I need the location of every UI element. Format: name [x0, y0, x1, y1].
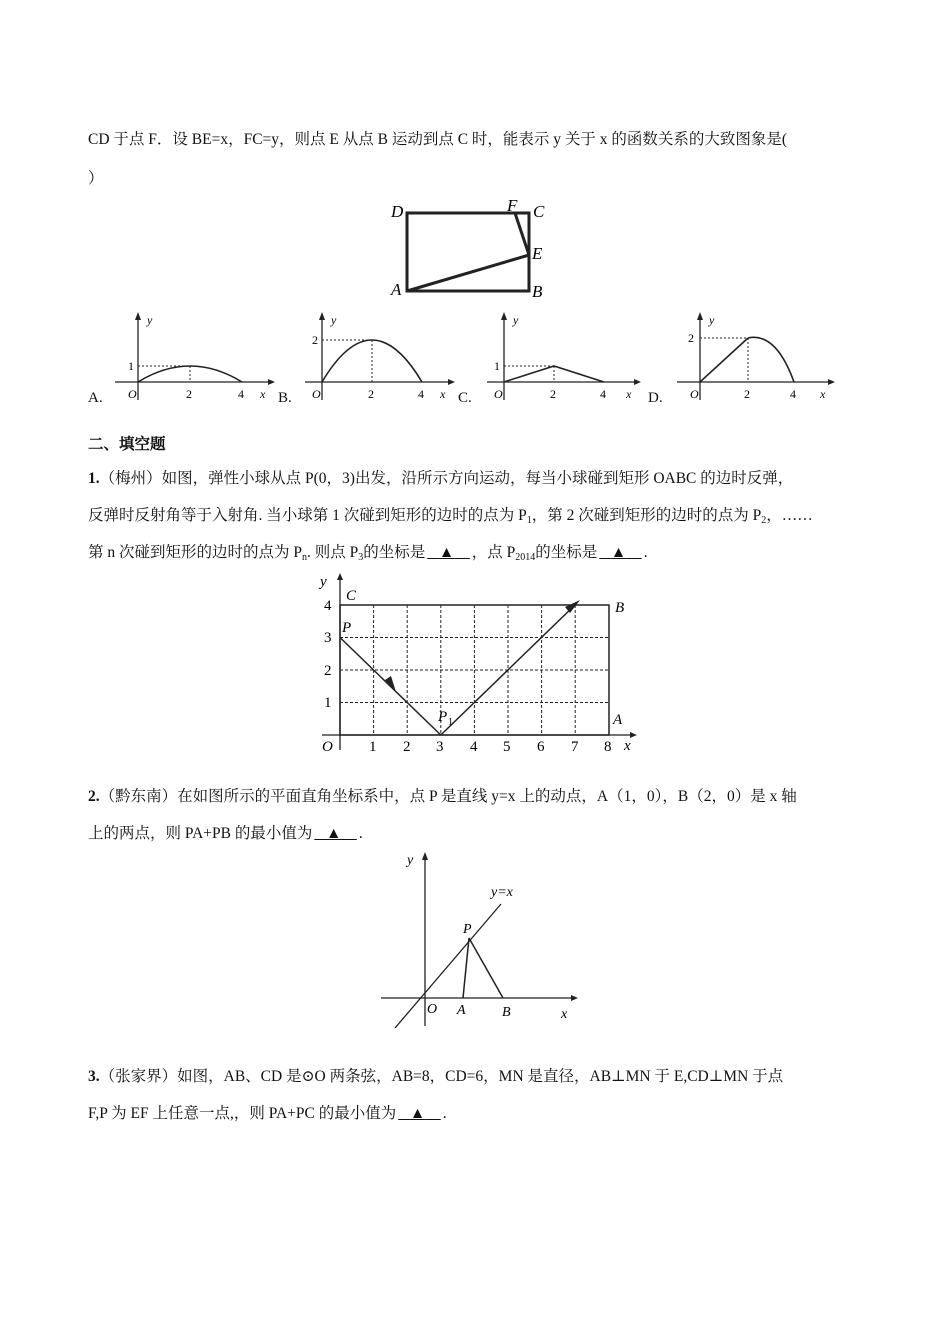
axis-y: y [331, 313, 337, 327]
axis-x: x [260, 387, 266, 401]
tick-4: 4 [418, 387, 424, 401]
q3-blank[interactable]: ▲ [409, 1105, 426, 1122]
grid-origin: O [322, 739, 333, 755]
label-a: A [391, 280, 402, 299]
q1-blank-1[interactable]: ▲ [438, 544, 455, 561]
peak-label: 1 [128, 359, 134, 373]
origin: O [690, 387, 699, 401]
tick-4: 4 [600, 387, 606, 401]
q3-line-1: 3.（张家界）如图，AB、CD 是⊙O 两条弦，AB=8，CD=6，MN 是直径，AB⊥MN 于 E,CD⊥MN 于点 [88, 1068, 784, 1085]
option-c-label: C. [458, 390, 472, 406]
axis-y: y [709, 313, 715, 327]
yx-label-b: B [502, 1005, 511, 1020]
grid-y-tick-4: 4 [324, 598, 332, 614]
grid-x-tick-3: 3 [436, 739, 444, 755]
q1-blank-2[interactable]: ▲ [610, 544, 627, 561]
q3-line-2: F,P 为 EF 上任意一点,，则 PA+PC 的最小值为 ▲ . [88, 1105, 447, 1122]
q1-line-3: 第 n 次碰到矩形的边时的点为 $P_n$. 则点 $P_3$的坐标是 ▲ ，点 $P_{2014}$的坐标是 ▲ . [88, 544, 648, 563]
grid-x-tick-5: 5 [503, 739, 511, 755]
axis-x: x [820, 387, 826, 401]
q1-line-2: 反弹时反射角等于入射角. 当小球第 1 次碰到矩形的边时的点为 $P_1$，第 2 次碰到矩形的边时的点为 $P_2$，…… [88, 507, 813, 526]
origin: O [128, 387, 137, 401]
yx-label-p: P [463, 922, 472, 937]
option-a-graph [110, 310, 275, 405]
grid-x-tick-7: 7 [571, 739, 579, 755]
peak-label: 2 [312, 333, 318, 347]
grid-label-b: B [615, 600, 625, 616]
grid-x-tick-4: 4 [470, 739, 478, 755]
grid-y-tick-1: 1 [324, 695, 332, 711]
axis-y: y [513, 313, 519, 327]
q2-blank[interactable]: ▲ [325, 825, 342, 842]
section-title: 二、填空题 [88, 436, 166, 453]
intro-line-2: ） [88, 170, 104, 187]
label-c: C [533, 202, 545, 221]
tick-4: 4 [790, 387, 796, 401]
axis-y: y [147, 313, 153, 327]
grid-label-p: P [342, 620, 352, 636]
q2-line-2: 上的两点，则 PA+PB 的最小值为 ▲ . [88, 825, 363, 842]
yx-label-a: A [457, 1003, 466, 1018]
q1-line-1: 1.（梅州）如图，弹性小球从点 P(0，3)出发，沿所示方向运动，每当小球碰到矩形 OABC 的边时反弹， [88, 470, 794, 487]
option-b-graph [300, 310, 455, 405]
grid-x-label: x [624, 738, 631, 754]
option-a-label: A. [88, 390, 103, 406]
label-b: B [532, 282, 543, 301]
option-c-graph [482, 310, 642, 405]
line-yx-figure [375, 848, 585, 1028]
option-d-graph [672, 310, 837, 405]
origin: O [312, 387, 321, 401]
intro-line-1: CD 于点 F．设 BE=x，FC=y，则点 E 从点 B 运动到点 C 时，能表示 y 关于 x 的函数关系的大致图象是( [88, 131, 788, 148]
peak-label: 2 [688, 331, 694, 345]
peak-label: 1 [494, 359, 500, 373]
grid-x-tick-2: 2 [403, 739, 411, 755]
grid-label-c: C [346, 588, 357, 604]
option-d-label: D. [648, 390, 663, 406]
q2-number: 2. [88, 788, 100, 805]
grid-label-p1: P [438, 709, 448, 725]
axis-x: x [440, 387, 446, 401]
yx-x-label: x [561, 1007, 568, 1022]
label-d: D [391, 202, 404, 221]
grid-y-tick-3: 3 [324, 630, 332, 646]
yx-y-label: y [407, 853, 414, 868]
grid-x-tick-6: 6 [537, 739, 545, 755]
axis-x: x [626, 387, 632, 401]
grid-y-tick-2: 2 [324, 663, 332, 679]
grid-label-a: A [613, 712, 623, 728]
option-b-label: B. [278, 390, 292, 406]
label-f: F [507, 196, 518, 215]
grid-x-tick-1: 1 [369, 739, 377, 755]
rectangle-figure [385, 195, 565, 305]
tick-2: 2 [744, 387, 750, 401]
tick-2: 2 [186, 387, 192, 401]
q1-number: 1. [88, 470, 100, 487]
origin: O [494, 387, 503, 401]
grid-label-p1-sub: 1 [448, 717, 453, 728]
grid-x-tick-8: 8 [604, 739, 612, 755]
yx-line-label: y=x [491, 885, 513, 900]
tick-2: 2 [368, 387, 374, 401]
q3-number: 3. [88, 1068, 100, 1085]
q2-line-1: 2.（黔东南）在如图所示的平面直角坐标系中，点 P 是直线 y=x 上的动点，A（1，0），B（2，0）是 x 轴 [88, 788, 797, 805]
yx-origin: O [427, 1002, 438, 1017]
grid-figure [312, 570, 642, 758]
tick-4: 4 [238, 387, 244, 401]
tick-2: 2 [550, 387, 556, 401]
label-e: E [532, 244, 543, 263]
grid-y-label: y [320, 574, 327, 590]
